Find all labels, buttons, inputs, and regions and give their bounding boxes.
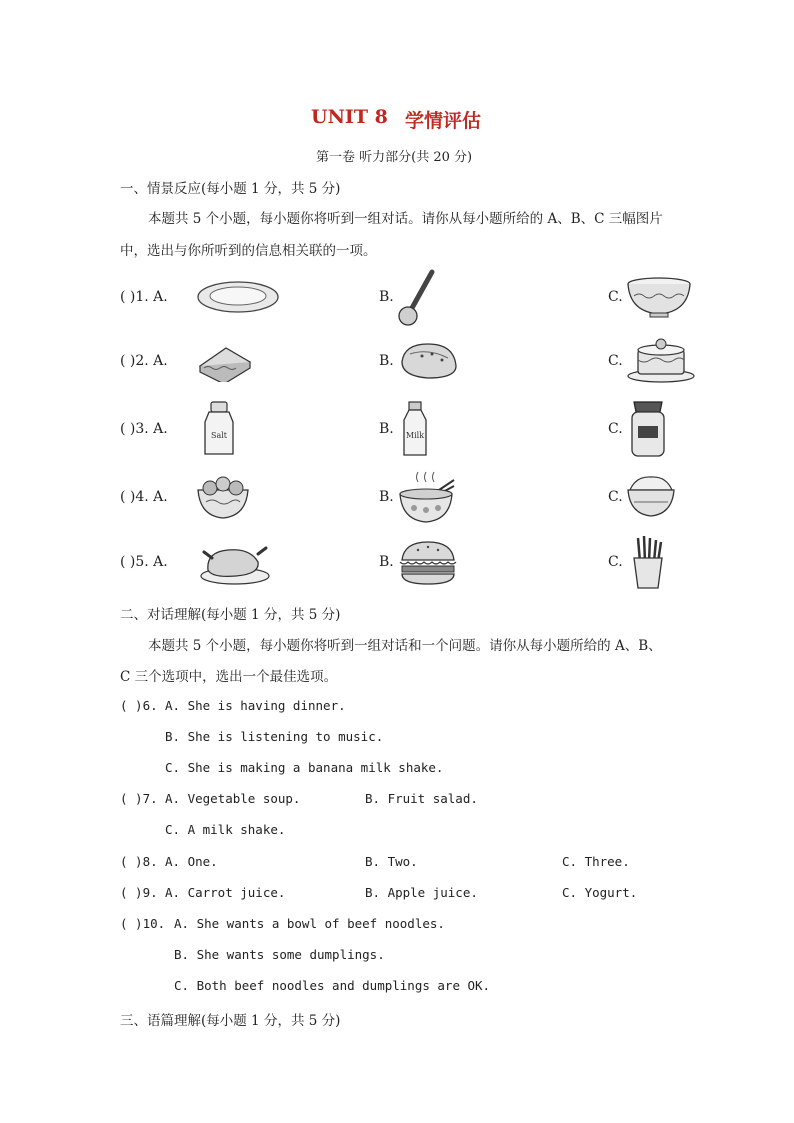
bread-icon [398, 338, 460, 382]
section1-instruction-line1: 本题共 5 个小题，每小题你将听到一组对话。请你从每小题所给的 A、B、C 三幅图片 [148, 211, 663, 227]
question-8-option-b: B. Two. [365, 854, 418, 869]
question-1-label: ( )1. A. [120, 289, 168, 305]
question-4-label: ( )4. A. [120, 489, 168, 505]
bowl-icon [626, 276, 692, 318]
question-2-label: ( )2. A. [120, 353, 168, 369]
question-6-option-a: A. She is having dinner. [165, 698, 346, 713]
question-9-option-b: B. Apple juice. [365, 885, 478, 900]
roast-chicken-icon [198, 540, 272, 586]
spoon-icon [396, 268, 440, 328]
question-8-number: ( )8. [120, 854, 158, 869]
question-3-label: ( )3. A. [120, 421, 168, 437]
question-4-option-b-label: B. [379, 489, 394, 505]
part-subtitle: 第一卷 听力部分(共 20 分) [316, 150, 473, 165]
question-1-option-b-label: B. [379, 289, 394, 305]
question-5-option-b-label: B. [379, 554, 394, 570]
question-8-option-c: C. Three. [562, 854, 630, 869]
honey-jar-icon [628, 398, 668, 460]
page-title: 学情评估 [405, 110, 482, 132]
question-7-option-b: B. Fruit salad. [365, 791, 478, 806]
question-7-option-a: A. Vegetable soup. [165, 791, 301, 806]
salt-label: Salt [210, 431, 228, 440]
question-9-option-a: A. Carrot juice. [165, 885, 286, 900]
question-10-option-c: C. Both beef noodles and dumplings are OK. [174, 978, 491, 993]
question-6-option-c: C. She is making a banana milk shake. [165, 760, 444, 775]
section2-heading: 二、对话理解(每小题 1 分，共 5 分) [120, 607, 341, 623]
question-3-option-c-label: C. [608, 421, 623, 437]
unit-label: UNIT 8 [311, 106, 388, 128]
noodles-bowl-icon [396, 470, 456, 524]
salt-shaker-icon [201, 400, 237, 458]
question-5-label: ( )5. A. [120, 554, 168, 570]
section1-heading: 一、情景反应(每小题 1 分，共 5 分) [120, 181, 341, 197]
question-6-option-b: B. She is listening to music. [165, 729, 384, 744]
french-fries-icon [628, 534, 668, 590]
question-9-number: ( )9. [120, 885, 158, 900]
question-4-option-c-label: C. [608, 489, 623, 505]
question-10-number: ( )10. [120, 916, 166, 931]
section1-instruction-line2: 中，选出与你所听到的信息相关联的一项。 [120, 243, 377, 259]
dumplings-bowl-icon [196, 474, 250, 520]
question-10-option-b: B. She wants some dumplings. [174, 947, 385, 962]
plate-icon [196, 280, 280, 314]
question-2-option-b-label: B. [379, 353, 394, 369]
question-2-option-c-label: C. [608, 353, 623, 369]
question-5-option-c-label: C. [608, 554, 623, 570]
question-8-option-a: A. One. [165, 854, 218, 869]
milk-bottle-icon [398, 400, 432, 458]
section2-instruction-line2: C 三个选项中，选出一个最佳选项。 [120, 669, 338, 685]
question-7-option-c: C. A milk shake. [165, 822, 286, 837]
question-3-option-b-label: B. [379, 421, 394, 437]
section3-heading: 三、语篇理解(每小题 1 分，共 5 分) [120, 1013, 341, 1029]
question-1-option-c-label: C. [608, 289, 623, 305]
sandwich-icon [196, 340, 254, 382]
hamburger-icon [398, 540, 458, 586]
rice-bowl-icon [626, 474, 676, 520]
question-9-option-c: C. Yogurt. [562, 885, 638, 900]
cake-icon [626, 334, 696, 384]
question-10-option-a: A. She wants a bowl of beef noodles. [174, 916, 445, 931]
question-6-number: ( )6. [120, 698, 158, 713]
section2-instruction-line1: 本题共 5 个小题，每小题你将听到一组对话和一个问题。请你从每小题所给的 A、B、 [148, 638, 662, 654]
question-7-number: ( )7. [120, 791, 158, 806]
milk-label: Milk [405, 431, 425, 440]
